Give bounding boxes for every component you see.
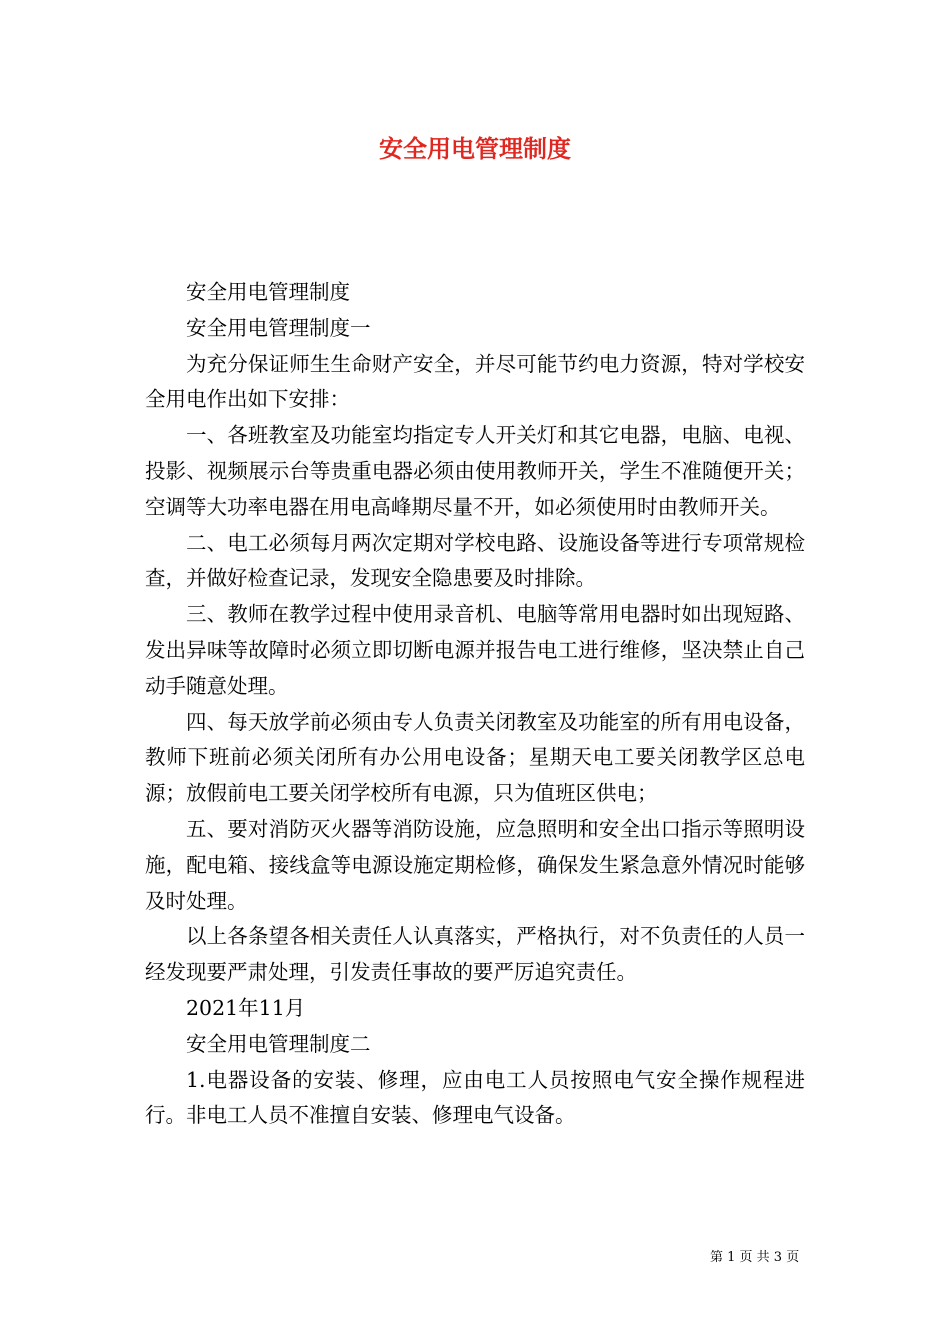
paragraph-closing: 以上各条望各相关责任人认真落实，严格执行，对不负责任的人员一经发现要严肃处理，引发责任事故的要严厉追究责任。: [145, 924, 805, 985]
document-body: [145, 275, 805, 1134]
page-number: 第 1 页 共 3 页: [710, 1250, 800, 1265]
paragraph-item-4: 四、每天放学前必须由专人负责关闭教室及功能室的所有用电设备，教师下班前必须关闭所有办公用电设备；星期天电工要关闭教学区总电源；放假前电工要关闭学校所有电源，只为值班区供电；: [145, 709, 805, 806]
paragraph-item-2: 二、电工必须每月两次定期对学校电路、设施设备等进行专项常规检查，并做好检查记录，发现安全隐患要及时排除。: [145, 530, 805, 591]
paragraph-item-3: 三、教师在教学过程中使用录音机、电脑等常用电器时如出现短路、发出异味等故障时必须立即切断电源并报告电工进行维修，坚决禁止自己动手随意处理。: [145, 602, 805, 698]
paragraph-section-two-title: 安全用电管理制度二: [186, 1031, 371, 1056]
paragraph-item-5: 五、要对消防灭火器等消防设施，应急照明和安全出口指示等照明设施，配电箱、接线盒等电源设施定期检修，确保发生紧急意外情况时能够及时处理。: [145, 816, 805, 913]
paragraph-intro: 为充分保证师生生命财产安全，并尽可能节约电力资源，特对学校安全用电作出如下安排：: [145, 351, 805, 412]
paragraph-section-one-title: 安全用电管理制度一: [186, 315, 371, 340]
paragraph-heading: 安全用电管理制度: [186, 280, 350, 304]
paragraph-item-1: 一、各班教室及功能室均指定专人开关灯和其它电器，电脑、电视、投影、视频展示台等贵重电器必须由使用教师开关，学生不准随便开关；空调等大功率电器在用电高峰期尽量不开，如必须使用时由教师开关。: [145, 423, 805, 519]
page-title: 安全用电管理制度: [379, 134, 571, 163]
paragraph-date: 2021年11月: [186, 995, 306, 1020]
paragraph-section-two-item-1: 1.电器设备的安装、修理，应由电工人员按照电气安全操作规程进行。非电工人员不准擅自安装、修理电气设备。: [145, 1067, 805, 1128]
